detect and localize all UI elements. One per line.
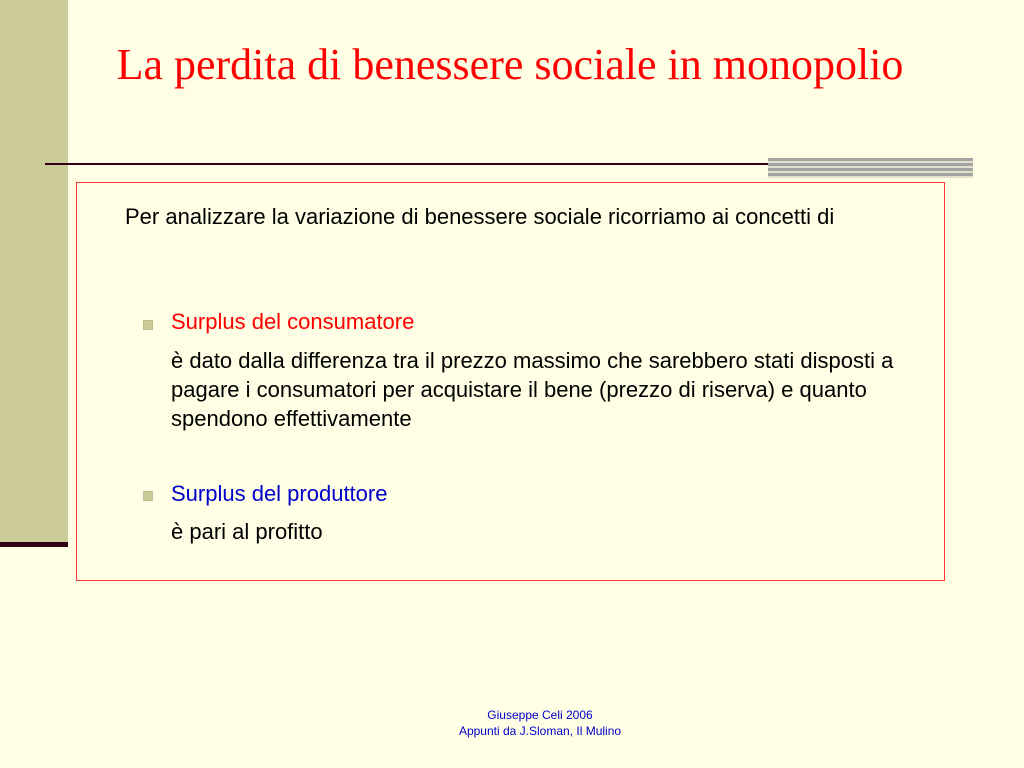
content-box	[76, 182, 945, 581]
left-decorative-bar	[0, 0, 68, 545]
left-bar-underline	[0, 542, 68, 547]
bullet-label-producer-surplus: Surplus del produttore	[171, 481, 388, 506]
footer-source: Appunti da J.Sloman, Il Mulino	[458, 724, 622, 738]
footer-author: Giuseppe Celi 2006	[487, 708, 593, 722]
title-divider-accent	[768, 158, 973, 178]
slide-title: La perdita di benessere sociale in monopolio	[116, 40, 904, 89]
bullet-marker-producer	[143, 491, 153, 501]
intro-text: Per analizzare la variazione di benessere sociale ricorriamo ai concetti di	[125, 204, 835, 229]
title-divider	[45, 163, 770, 165]
bullet-label-consumer-surplus: Surplus del consumatore	[171, 309, 415, 334]
footer	[390, 707, 690, 739]
bullet-text-producer-surplus: è pari al profitto	[171, 519, 323, 544]
bullet-marker-consumer	[143, 320, 153, 330]
bullet-text-consumer-surplus: è dato dalla differenza tra il prezzo massimo che sarebbero stati disposti a pagare i consumatori per acquistare il bene (prezzo di riserva) e quanto spendono effettivamente	[171, 348, 894, 431]
